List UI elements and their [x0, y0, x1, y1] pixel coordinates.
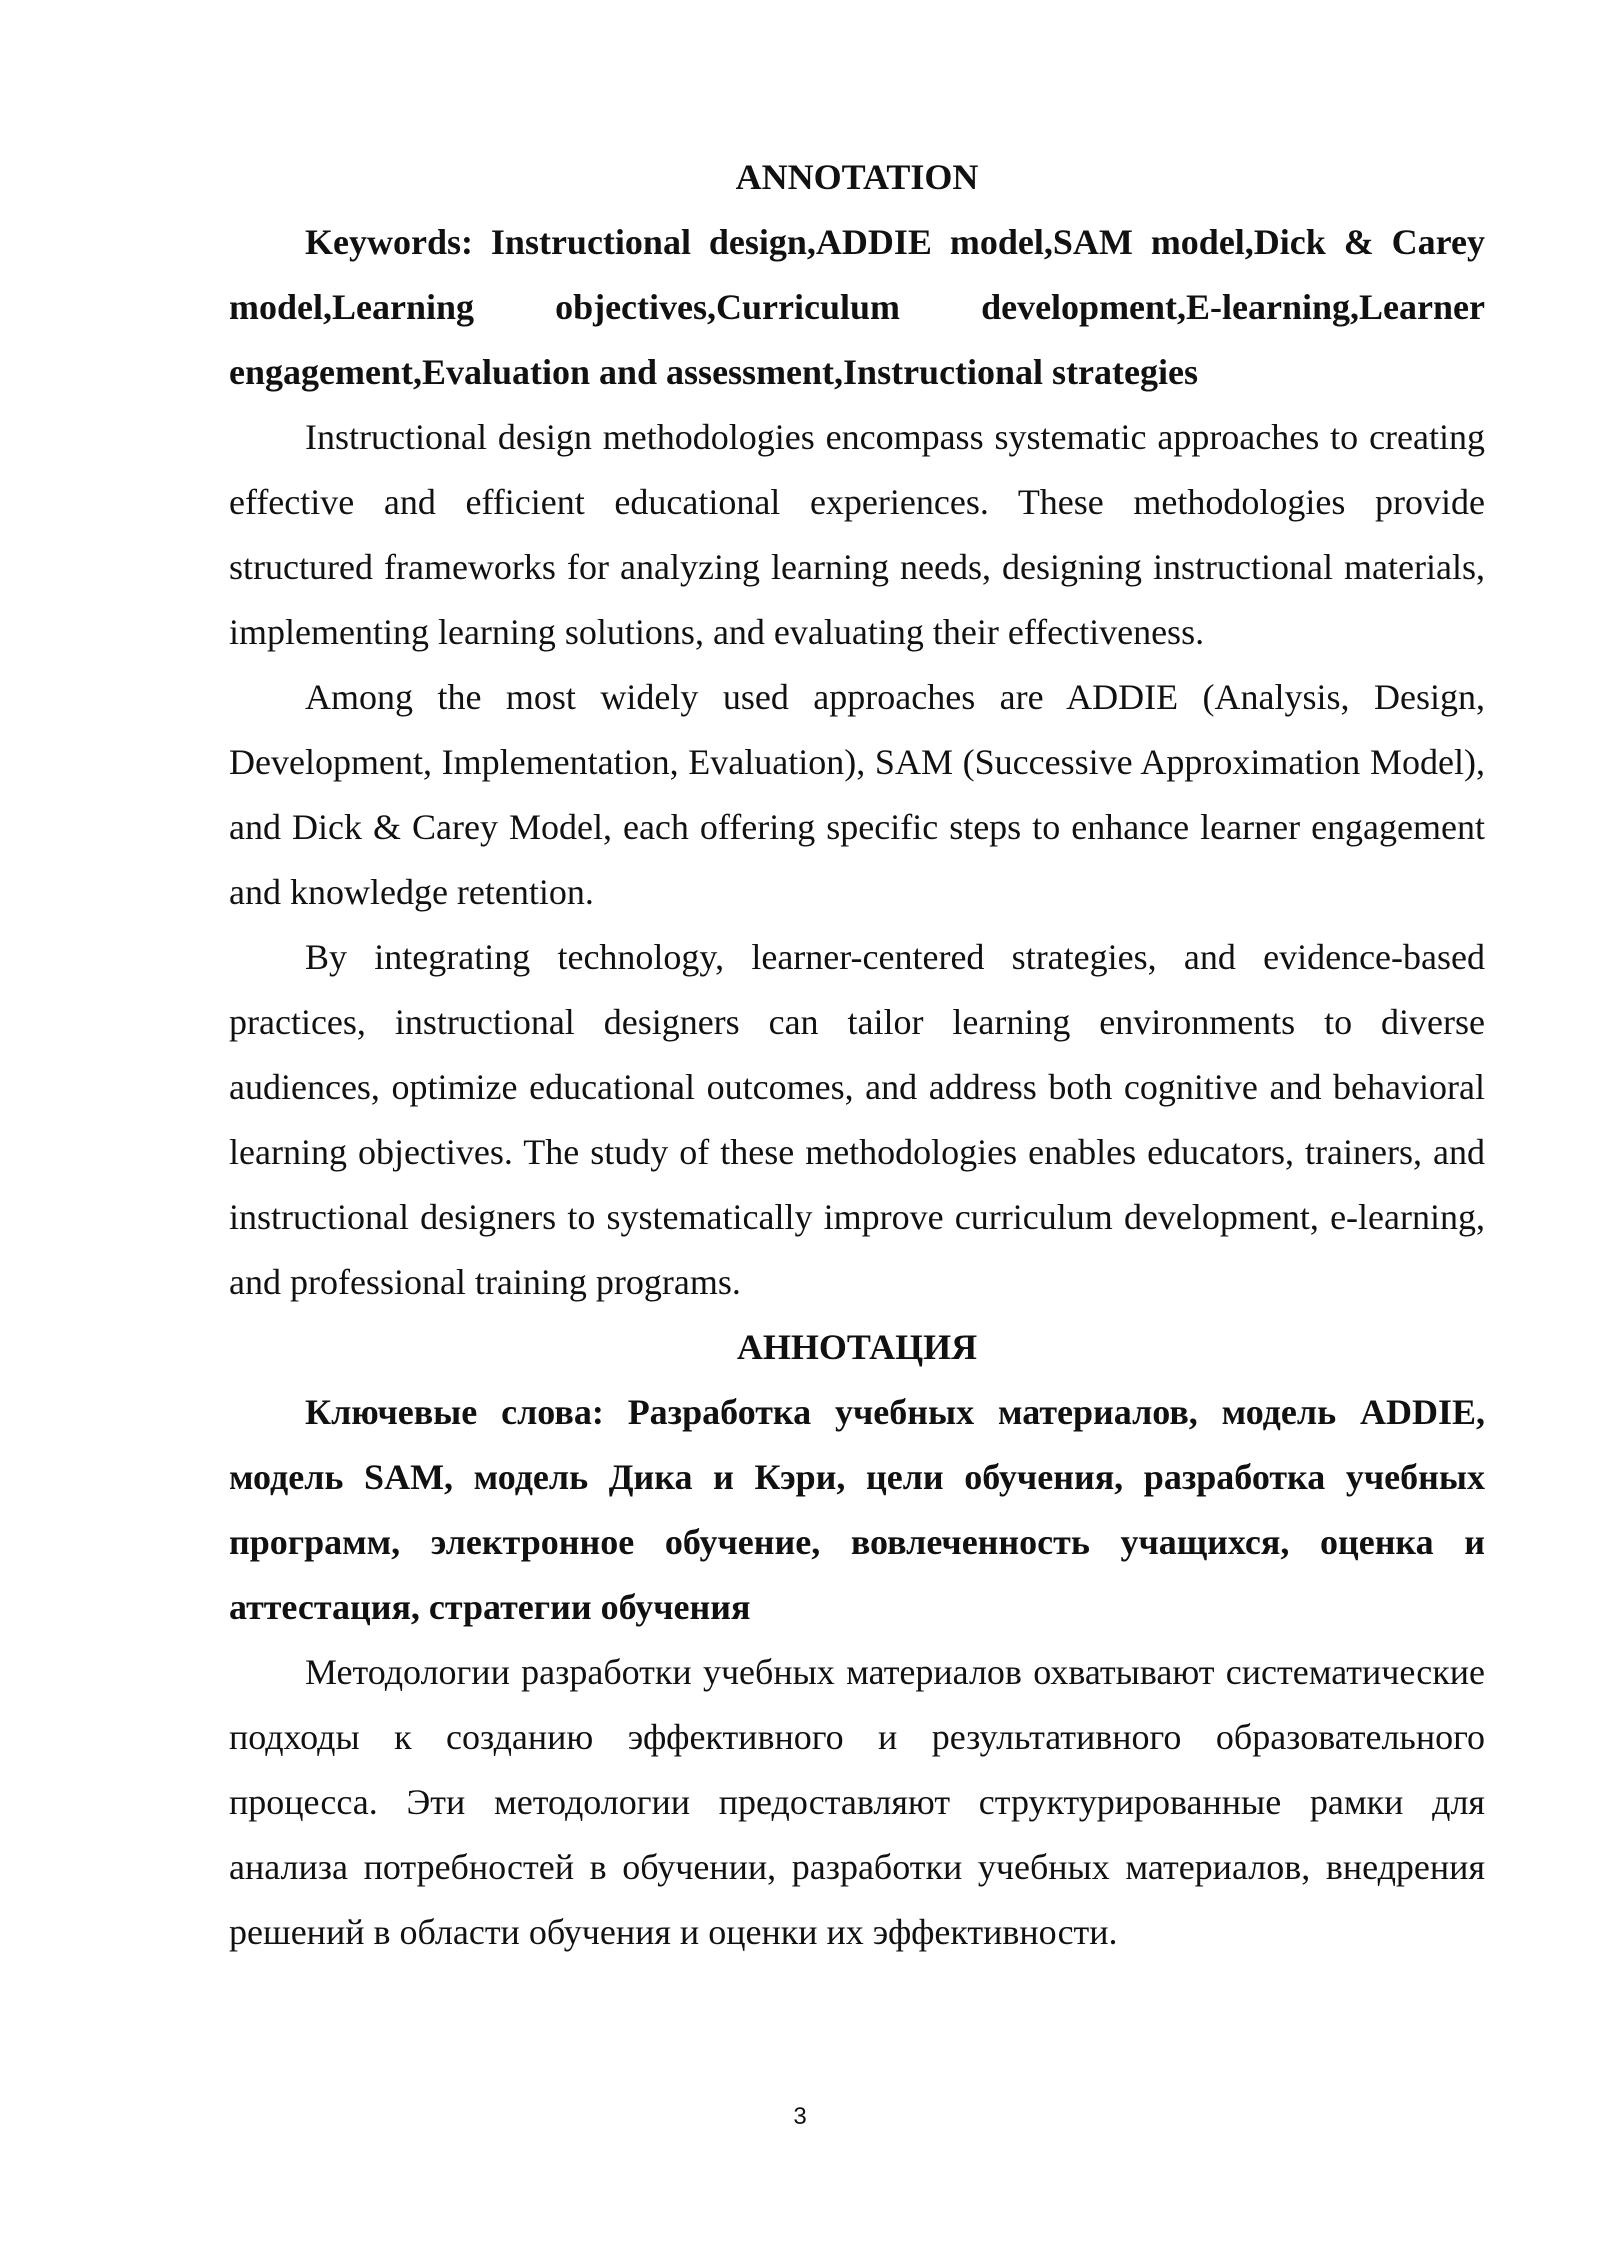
- english-paragraph-2: Among the most widely used approaches are ADDIE (Analysis, Design, Development, Implementation, Evaluation), SAM (Successive Approximation Model), and Dick & Carey Model, each offering specific steps to enhance learner engagement and knowledge retention.: [229, 677, 1485, 912]
- russian-annotation-heading: АННОТАЦИЯ: [736, 1327, 978, 1367]
- russian-paragraph-1: Методологии разработки учебных материалов охватывают систематические подходы к созданию эффективного и результативного образовательного процесса. Эти методологии предоставляют структурированные рамки для анализа потребностей в обучении, разработки учебных материалов, внедрения решений в области обучения и оценки их эффективности.: [229, 1652, 1485, 1952]
- russian-keywords: Ключевые слова: Разработка учебных материалов, модель ADDIE, модель SAM, модель Дика и Кэри, цели обучения, разработка учебных программ, электронное обучение, вовлеченность учащихся, оценка и аттестация, стратегии обучения: [229, 1392, 1485, 1627]
- page-number: 3: [793, 2103, 807, 2130]
- english-annotation-heading: ANNOTATION: [735, 157, 979, 197]
- english-paragraph-1: Instructional design methodologies encompass systematic approaches to creating effective and efficient educational experiences. These methodologies provide structured frameworks for analyzing learning needs, designing instructional materials, implementing learning solutions, and evaluating their effectiveness.: [229, 417, 1485, 652]
- english-paragraph-3: By integrating technology, learner-centered strategies, and evidence-based practices, instructional designers can tailor learning environments to diverse audiences, optimize educational outcomes, and address both cognitive and behavioral learning objectives. The study of these methodologies enables educators, trainers, and instructional designers to systematically improve curriculum development, e-learning, and professional training programs.: [229, 937, 1485, 1302]
- page-content: [229, 145, 1485, 1965]
- english-keywords: Keywords: Instructional design,ADDIE model,SAM model,Dick & Carey model,Learning objectives,Curriculum development,E-learning,Learner engagement,Evaluation and assessment,Instructional strategies: [229, 222, 1485, 392]
